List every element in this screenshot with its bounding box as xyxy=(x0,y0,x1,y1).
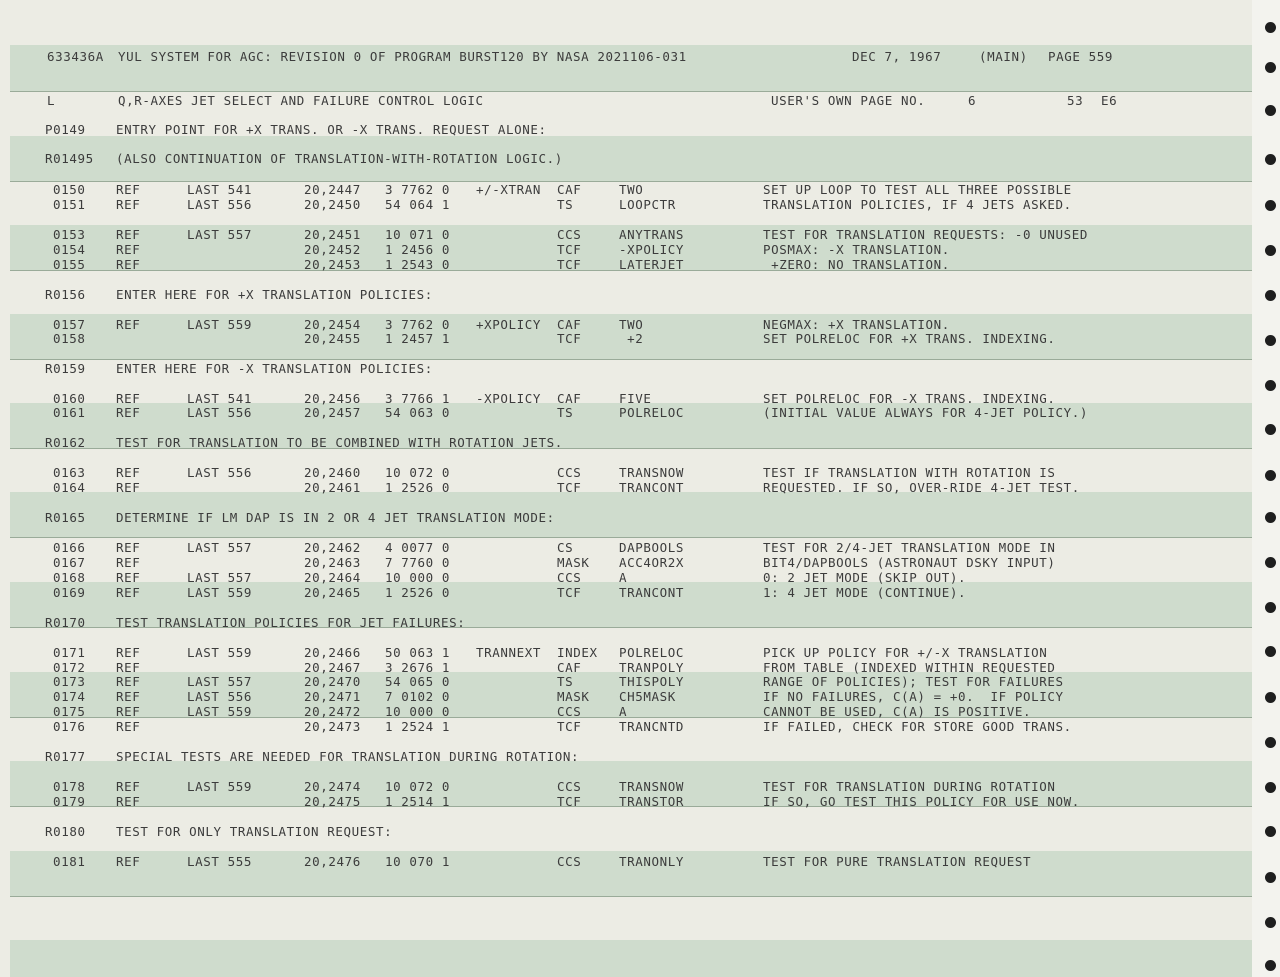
band-rule xyxy=(10,91,1252,92)
feed-hole xyxy=(1265,737,1276,748)
operand: TRANSNOW xyxy=(619,779,685,794)
card-number: 0175 xyxy=(53,704,86,719)
ref-marker: REF xyxy=(116,704,141,719)
card-number: 0158 xyxy=(53,331,86,346)
address: 20,2450 xyxy=(304,197,361,212)
remark-text: DETERMINE IF LM DAP IS IN 2 OR 4 JET TRANSLATION MODE: xyxy=(116,510,555,525)
octal-word: 3 7766 1 xyxy=(385,391,451,406)
location-label: -XPOLICY xyxy=(476,391,542,406)
card-number: 0181 xyxy=(53,854,86,869)
ref-marker: REF xyxy=(116,854,141,869)
feed-hole xyxy=(1265,512,1276,523)
feed-hole xyxy=(1265,602,1276,613)
address: 20,2454 xyxy=(304,317,361,332)
card-number: 0153 xyxy=(53,227,86,242)
operand: FIVE xyxy=(619,391,652,406)
address: 20,2447 xyxy=(304,182,361,197)
feed-hole xyxy=(1265,335,1276,346)
last-ref: LAST 541 xyxy=(187,182,253,197)
operand: A xyxy=(619,704,628,719)
address: 20,2473 xyxy=(304,719,361,734)
card-number: R0159 xyxy=(45,361,86,376)
ref-marker: REF xyxy=(116,660,141,675)
address: 20,2453 xyxy=(304,257,361,272)
octal-word: 1 2543 0 xyxy=(385,257,451,272)
card-number: 0171 xyxy=(53,645,86,660)
address: 20,2471 xyxy=(304,689,361,704)
card-number: R0170 xyxy=(45,615,86,630)
card-number: 0151 xyxy=(53,197,86,212)
operand: DAPBOOLS xyxy=(619,540,685,555)
ref-marker: REF xyxy=(116,689,141,704)
section-title: Q,R-AXES JET SELECT AND FAILURE CONTROL LOGIC xyxy=(118,93,484,108)
comment: SET POLRELOC FOR +X TRANS. INDEXING. xyxy=(763,331,1056,346)
last-ref: LAST 559 xyxy=(187,704,253,719)
ref-marker: REF xyxy=(116,540,141,555)
feed-hole xyxy=(1265,692,1276,703)
card-number: 0157 xyxy=(53,317,86,332)
remark-text: TEST TRANSLATION POLICIES FOR JET FAILURES: xyxy=(116,615,466,630)
octal-word: 7 7760 0 xyxy=(385,555,451,570)
comment: TEST FOR TRANSLATION REQUESTS: -0 UNUSED xyxy=(763,227,1089,242)
octal-word: 10 071 0 xyxy=(385,227,451,242)
address: 20,2462 xyxy=(304,540,361,555)
last-ref: LAST 559 xyxy=(187,585,253,600)
feed-hole xyxy=(1265,105,1276,116)
remark-text: TEST FOR TRANSLATION TO BE COMBINED WITH ROTATION JETS. xyxy=(116,435,563,450)
feed-hole xyxy=(1265,960,1276,971)
card-number: R0156 xyxy=(45,287,86,302)
octal-word: 1 2526 0 xyxy=(385,480,451,495)
octal-word: 7 0102 0 xyxy=(385,689,451,704)
comment: TEST IF TRANSLATION WITH ROTATION IS xyxy=(763,465,1056,480)
operand: TRANONLY xyxy=(619,854,685,869)
remark-text: (ALSO CONTINUATION OF TRANSLATION-WITH-ROTATION LOGIC.) xyxy=(116,151,563,166)
address: 20,2456 xyxy=(304,391,361,406)
comment: 0: 2 JET MODE (SKIP OUT). xyxy=(763,570,967,585)
operand: TRANSTOR xyxy=(619,794,685,809)
last-ref: LAST 557 xyxy=(187,570,253,585)
ref-marker: REF xyxy=(116,257,141,272)
octal-word: 3 7762 0 xyxy=(385,182,451,197)
address: 20,2457 xyxy=(304,405,361,420)
ref-marker: REF xyxy=(116,794,141,809)
band-rule xyxy=(10,359,1252,360)
ref-marker: REF xyxy=(116,317,141,332)
operand: TWO xyxy=(619,317,644,332)
operand: TRANCONT xyxy=(619,585,685,600)
operand: A xyxy=(619,570,628,585)
feed-hole xyxy=(1265,470,1276,481)
octal-word: 10 072 0 xyxy=(385,779,451,794)
comment: IF SO, GO TEST THIS POLICY FOR USE NOW. xyxy=(763,794,1080,809)
card-number: R0177 xyxy=(45,749,86,764)
operand: LOOPCTR xyxy=(619,197,676,212)
last-ref: LAST 541 xyxy=(187,391,253,406)
comment: TRANSLATION POLICIES, IF 4 JETS ASKED. xyxy=(763,197,1072,212)
page-number: PAGE 559 xyxy=(1048,49,1114,64)
comment: IF NO FAILURES, C(A) = +0. IF POLICY xyxy=(763,689,1064,704)
green-band xyxy=(10,940,1252,977)
section-marker: L xyxy=(47,93,56,108)
operand: +2 xyxy=(619,331,644,346)
comment: SET UP LOOP TO TEST ALL THREE POSSIBLE xyxy=(763,182,1072,197)
last-ref: LAST 557 xyxy=(187,227,253,242)
ref-marker: REF xyxy=(116,405,141,420)
comment: (INITIAL VALUE ALWAYS FOR 4-JET POLICY.) xyxy=(763,405,1089,420)
remark-text: ENTRY POINT FOR +X TRANS. OR -X TRANS. REQUEST ALONE: xyxy=(116,122,547,137)
opcode: TCF xyxy=(557,585,582,600)
address: 20,2463 xyxy=(304,555,361,570)
feed-hole xyxy=(1265,154,1276,165)
location-label: TRANNEXT xyxy=(476,645,542,660)
last-ref: LAST 556 xyxy=(187,405,253,420)
operand: TRANCONT xyxy=(619,480,685,495)
card-number: 0172 xyxy=(53,660,86,675)
card-number: 0166 xyxy=(53,540,86,555)
feed-hole xyxy=(1265,557,1276,568)
address: 20,2476 xyxy=(304,854,361,869)
operand: LATERJET xyxy=(619,257,685,272)
octal-word: 1 2524 1 xyxy=(385,719,451,734)
octal-word: 1 2526 0 xyxy=(385,585,451,600)
opcode: TS xyxy=(557,674,574,689)
last-ref: LAST 556 xyxy=(187,465,253,480)
remark-text: ENTER HERE FOR -X TRANSLATION POLICIES: xyxy=(116,361,433,376)
own-page-number: 6 xyxy=(968,93,977,108)
card-number: 0173 xyxy=(53,674,86,689)
feed-hole xyxy=(1265,290,1276,301)
last-ref: LAST 556 xyxy=(187,689,253,704)
card-number: 0167 xyxy=(53,555,86,570)
ref-marker: REF xyxy=(116,182,141,197)
operand: ANYTRANS xyxy=(619,227,685,242)
card-number: 0174 xyxy=(53,689,86,704)
octal-word: 54 064 1 xyxy=(385,197,451,212)
address: 20,2452 xyxy=(304,242,361,257)
octal-word: 10 072 0 xyxy=(385,465,451,480)
operand: TRANPOLY xyxy=(619,660,685,675)
last-ref: LAST 559 xyxy=(187,779,253,794)
comment: 1: 4 JET MODE (CONTINUE). xyxy=(763,585,967,600)
card-number: P0149 xyxy=(45,122,86,137)
octal-word: 10 000 0 xyxy=(385,570,451,585)
opcode: CCS xyxy=(557,465,582,480)
octal-word: 3 2676 1 xyxy=(385,660,451,675)
opcode: MASK xyxy=(557,555,590,570)
card-number: 0178 xyxy=(53,779,86,794)
opcode: TS xyxy=(557,405,574,420)
operand: THISPOLY xyxy=(619,674,685,689)
feed-hole xyxy=(1265,380,1276,391)
log-section: (MAIN) xyxy=(979,49,1028,64)
comment: RANGE OF POLICIES); TEST FOR FAILURES xyxy=(763,674,1064,689)
ref-marker: REF xyxy=(116,719,141,734)
card-number: 0155 xyxy=(53,257,86,272)
address: 20,2472 xyxy=(304,704,361,719)
ref-marker: REF xyxy=(116,674,141,689)
ref-marker: REF xyxy=(116,465,141,480)
card-number: 0150 xyxy=(53,182,86,197)
ref-marker: REF xyxy=(116,570,141,585)
remark-text: SPECIAL TESTS ARE NEEDED FOR TRANSLATION DURING ROTATION: xyxy=(116,749,580,764)
octal-word: 50 063 1 xyxy=(385,645,451,660)
octal-word: 1 2514 1 xyxy=(385,794,451,809)
opcode: CCS xyxy=(557,704,582,719)
remark-text: ENTER HERE FOR +X TRANSLATION POLICIES: xyxy=(116,287,433,302)
operand: TRANCNTD xyxy=(619,719,685,734)
opcode: INDEX xyxy=(557,645,598,660)
opcode: CAF xyxy=(557,182,582,197)
ref-marker: REF xyxy=(116,555,141,570)
address: 20,2474 xyxy=(304,779,361,794)
address: 20,2465 xyxy=(304,585,361,600)
section-code: E6 xyxy=(1101,93,1118,108)
opcode: CCS xyxy=(557,779,582,794)
feed-hole xyxy=(1265,646,1276,657)
comment: FROM TABLE (INDEXED WITHIN REQUESTED xyxy=(763,660,1056,675)
comment: NEGMAX: +X TRANSLATION. xyxy=(763,317,950,332)
opcode: TCF xyxy=(557,331,582,346)
operand: CH5MASK xyxy=(619,689,676,704)
opcode: CCS xyxy=(557,570,582,585)
feed-hole xyxy=(1265,200,1276,211)
comment: +ZERO: NO TRANSLATION. xyxy=(763,257,950,272)
octal-word: 54 063 0 xyxy=(385,405,451,420)
address: 20,2467 xyxy=(304,660,361,675)
card-number: 0168 xyxy=(53,570,86,585)
address: 20,2466 xyxy=(304,645,361,660)
opcode: CAF xyxy=(557,660,582,675)
feed-hole xyxy=(1265,22,1276,33)
address: 20,2451 xyxy=(304,227,361,242)
octal-word: 10 070 1 xyxy=(385,854,451,869)
operand: TRANSNOW xyxy=(619,465,685,480)
opcode: CCS xyxy=(557,854,582,869)
operand: POLRELOC xyxy=(619,645,685,660)
ref-marker: REF xyxy=(116,645,141,660)
comment: TEST FOR 2/4-JET TRANSLATION MODE IN xyxy=(763,540,1056,555)
operand: -XPOLICY xyxy=(619,242,685,257)
address: 20,2464 xyxy=(304,570,361,585)
opcode: CS xyxy=(557,540,574,555)
card-number: 0164 xyxy=(53,480,86,495)
operand: ACC4OR2X xyxy=(619,555,685,570)
card-number: 0163 xyxy=(53,465,86,480)
octal-word: 1 2456 0 xyxy=(385,242,451,257)
opcode: TCF xyxy=(557,719,582,734)
address: 20,2461 xyxy=(304,480,361,495)
feed-hole xyxy=(1265,917,1276,928)
card-number: 0154 xyxy=(53,242,86,257)
card-number: R0165 xyxy=(45,510,86,525)
card-number: R0162 xyxy=(45,435,86,450)
comment: PICK UP POLICY FOR +/-X TRANSLATION xyxy=(763,645,1048,660)
comment: TEST FOR TRANSLATION DURING ROTATION xyxy=(763,779,1056,794)
operand: POLRELOC xyxy=(619,405,685,420)
comment: REQUESTED. IF SO, OVER-RIDE 4-JET TEST. xyxy=(763,480,1080,495)
card-number: 0161 xyxy=(53,405,86,420)
opcode: CAF xyxy=(557,391,582,406)
feed-hole xyxy=(1265,782,1276,793)
own-page-label: USER'S OWN PAGE NO. xyxy=(771,93,926,108)
opcode: TCF xyxy=(557,480,582,495)
opcode: TCF xyxy=(557,257,582,272)
opcode: TS xyxy=(557,197,574,212)
comment: POSMAX: -X TRANSLATION. xyxy=(763,242,950,257)
card-number: 0176 xyxy=(53,719,86,734)
location-label: +XPOLICY xyxy=(476,317,542,332)
card-number: 0179 xyxy=(53,794,86,809)
comment: SET POLRELOC FOR -X TRANS. INDEXING. xyxy=(763,391,1056,406)
band-rule xyxy=(10,896,1252,897)
address: 20,2470 xyxy=(304,674,361,689)
print-date: DEC 7, 1967 xyxy=(852,49,942,64)
last-ref: LAST 556 xyxy=(187,197,253,212)
location-label: +/-XTRAN xyxy=(476,182,542,197)
operand: TWO xyxy=(619,182,644,197)
last-ref: LAST 557 xyxy=(187,540,253,555)
octal-word: 54 065 0 xyxy=(385,674,451,689)
page-title: YUL SYSTEM FOR AGC: REVISION 0 OF PROGRAM BURST120 BY NASA 2021106-031 xyxy=(118,49,687,64)
job-number: 633436A xyxy=(47,49,104,64)
last-ref: LAST 559 xyxy=(187,317,253,332)
remark-text: TEST FOR ONLY TRANSLATION REQUEST: xyxy=(116,824,393,839)
feed-hole xyxy=(1265,826,1276,837)
opcode: MASK xyxy=(557,689,590,704)
feed-hole xyxy=(1265,424,1276,435)
octal-word: 4 0077 0 xyxy=(385,540,451,555)
last-ref: LAST 557 xyxy=(187,674,253,689)
opcode: TCF xyxy=(557,242,582,257)
address: 20,2460 xyxy=(304,465,361,480)
section-code: 53 xyxy=(1067,93,1084,108)
comment: IF FAILED, CHECK FOR STORE GOOD TRANS. xyxy=(763,719,1072,734)
opcode: CAF xyxy=(557,317,582,332)
octal-word: 3 7762 0 xyxy=(385,317,451,332)
ref-marker: REF xyxy=(116,197,141,212)
card-number: 0160 xyxy=(53,391,86,406)
feed-hole xyxy=(1265,62,1276,73)
last-ref: LAST 559 xyxy=(187,645,253,660)
card-number: 0169 xyxy=(53,585,86,600)
ref-marker: REF xyxy=(116,391,141,406)
comment: TEST FOR PURE TRANSLATION REQUEST xyxy=(763,854,1032,869)
ref-marker: REF xyxy=(116,480,141,495)
ref-marker: REF xyxy=(116,242,141,257)
opcode: CCS xyxy=(557,227,582,242)
comment: BIT4/DAPBOOLS (ASTRONAUT DSKY INPUT) xyxy=(763,555,1056,570)
ref-marker: REF xyxy=(116,779,141,794)
band-rule xyxy=(10,537,1252,538)
ref-marker: REF xyxy=(116,227,141,242)
address: 20,2455 xyxy=(304,331,361,346)
last-ref: LAST 555 xyxy=(187,854,253,869)
card-number: R01495 xyxy=(45,151,94,166)
feed-hole xyxy=(1265,872,1276,883)
octal-word: 10 000 0 xyxy=(385,704,451,719)
octal-word: 1 2457 1 xyxy=(385,331,451,346)
address: 20,2475 xyxy=(304,794,361,809)
comment: CANNOT BE USED, C(A) IS POSITIVE. xyxy=(763,704,1032,719)
ref-marker: REF xyxy=(116,585,141,600)
card-number: R0180 xyxy=(45,824,86,839)
opcode: TCF xyxy=(557,794,582,809)
feed-hole xyxy=(1265,245,1276,256)
